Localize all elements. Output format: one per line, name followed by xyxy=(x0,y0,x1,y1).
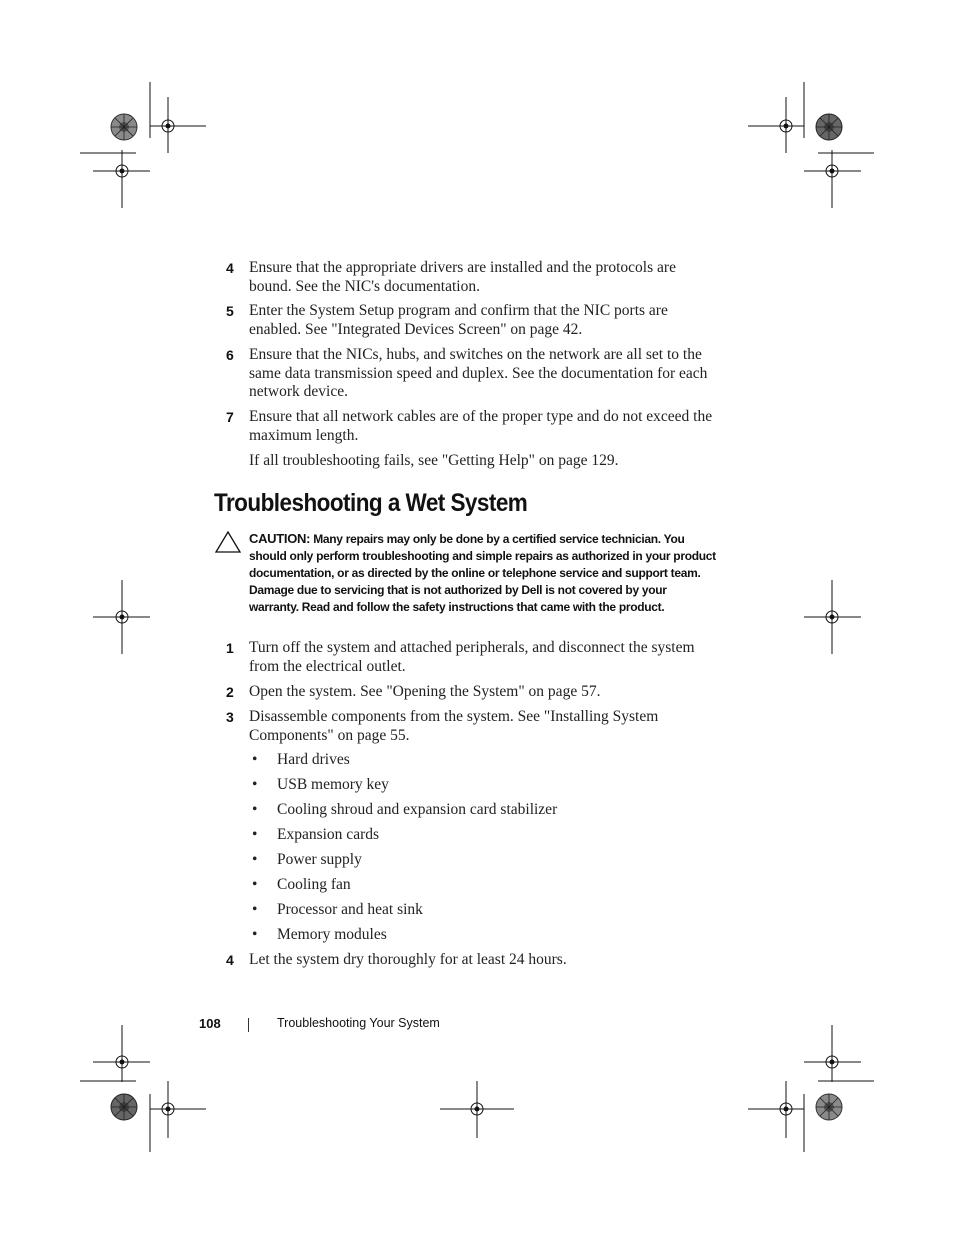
step-text: Disassemble components from the system. See "Installing System Components" on page 55. xyxy=(249,708,659,744)
caution-label: CAUTION: xyxy=(249,531,311,546)
step-text: Ensure that the NICs, hubs, and switches on the network are all set to the same data transmission speed and duplex. See the documentation for each network device. xyxy=(249,346,708,401)
bullet-marker: • xyxy=(252,826,258,843)
list-item-text: Processor and heat sink xyxy=(277,901,423,918)
bullet-marker: • xyxy=(252,801,258,818)
step-number: 1 xyxy=(226,640,234,656)
fallback-note: If all troubleshooting fails, see "Getting Help" on page 129. xyxy=(249,452,619,469)
bullet-marker: • xyxy=(252,751,258,768)
bullet-marker: • xyxy=(252,776,258,793)
bullet-marker: • xyxy=(252,876,258,893)
list-item-text: Power supply xyxy=(277,851,362,868)
bullet-marker: • xyxy=(252,901,258,918)
step-number: 3 xyxy=(226,709,234,725)
list-item-text: Expansion cards xyxy=(277,826,380,843)
list-item-text: Cooling fan xyxy=(277,876,351,893)
step-text: Turn off the system and attached peripherals, and disconnect the system from the electrical outlet. xyxy=(249,639,695,675)
list-item-text: Cooling shroud and expansion card stabilizer xyxy=(277,801,558,818)
step-text: Enter the System Setup program and confirm that the NIC ports are enabled. See "Integrated Devices Screen" on page 42. xyxy=(249,302,668,338)
caution-text: Many repairs may only be done by a certified service technician. You should only perform troubleshooting and simple repairs as authorized in your product documentation, or as directed by the online or telephone service and support team. Damage due to servicing that is not authorized by Dell is not covered by your warranty. Read and follow the safety instructions that came with the product. xyxy=(249,532,716,615)
page-number: 108 xyxy=(199,1016,221,1031)
step-number: 5 xyxy=(226,303,234,319)
list-item-text: USB memory key xyxy=(277,776,389,793)
step-text: Ensure that all network cables are of the proper type and do not exceed the maximum length. xyxy=(249,408,713,444)
step-text: Ensure that the appropriate drivers are installed and the protocols are bound. See the NIC's documentation. xyxy=(249,259,676,295)
bullet-marker: • xyxy=(252,926,258,943)
footer-divider xyxy=(248,1018,249,1032)
caution-icon xyxy=(215,531,241,553)
step-number: 2 xyxy=(226,684,234,700)
step-text: Let the system dry thoroughly for at least 24 hours. xyxy=(249,951,567,968)
section-heading: Troubleshooting a Wet System xyxy=(214,489,528,517)
step-number: 4 xyxy=(226,952,234,968)
step-number: 7 xyxy=(226,409,234,425)
list-item-text: Hard drives xyxy=(277,751,350,768)
list-item-text: Memory modules xyxy=(277,926,387,943)
step-text: Open the system. See "Opening the System" on page 57. xyxy=(249,683,601,700)
step-number: 6 xyxy=(226,347,234,363)
caution-note xyxy=(249,530,719,616)
step-number: 4 xyxy=(226,260,234,276)
bullet-marker: • xyxy=(252,851,258,868)
chapter-title: Troubleshooting Your System xyxy=(277,1016,440,1030)
